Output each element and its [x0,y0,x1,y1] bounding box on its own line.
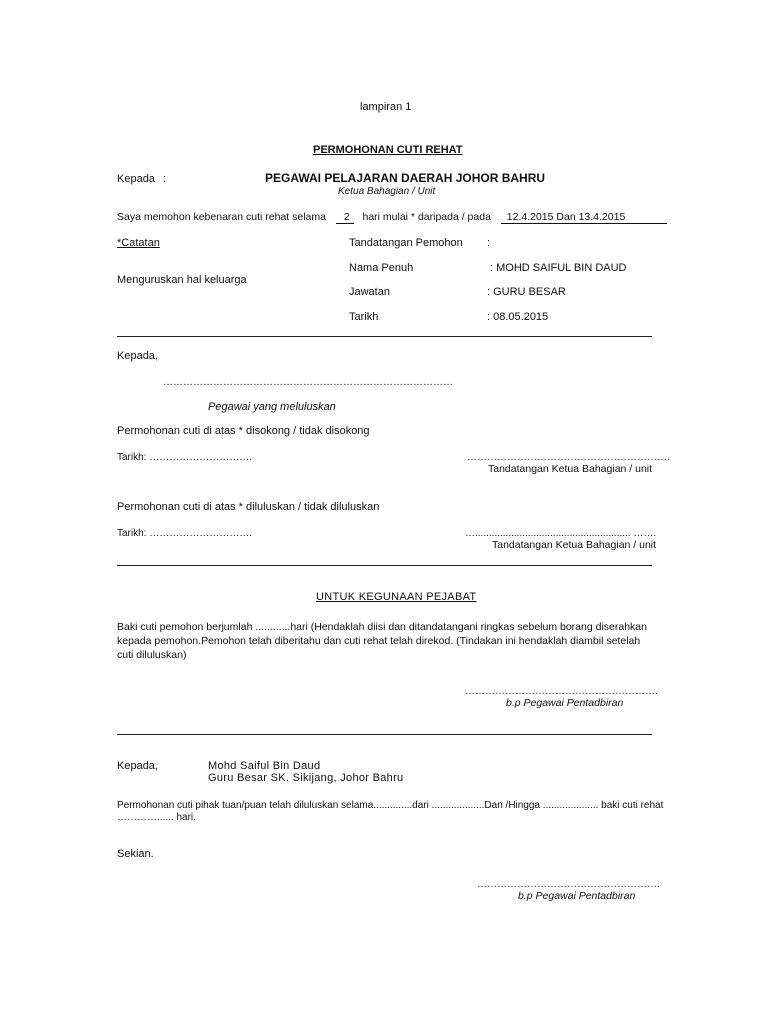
office-text: Baki cuti pemohon berjumlah ............hari (Hendaklah diisi dan ditandatangani ringkas sebelum borang diserahkan kepada pemohon.Pemohon telah diberitahu dan cuti rehat telah direkod. (Tindakan ini hendaklah diambil setelah cuti diluluskan) [117,621,647,661]
approval-kepada: Kepada, [117,350,158,362]
recipient-label: Kepada [117,173,155,185]
request-prefix: Saya memohon kebenaran cuti rehat selama [117,211,326,223]
date-label: Tarikh [349,311,379,323]
divider-1 [117,336,652,337]
office-signature-dots: …………………………………………………. [465,686,658,697]
position-value: : GURU BESAR [487,286,566,298]
recipient-subtitle: Ketua Bahagian / Unit [338,186,436,197]
reply-closing: Sekian. [117,848,154,860]
approver-label: Pegawai yang meluluskan [208,401,336,413]
request-middle: hari mulai * daripada / pada [362,211,491,223]
reply-signature-dots: ………………………………………………. [477,879,660,890]
date-value: : 08.05.2015 [487,311,549,323]
approve-signature-label: Tandatangan Ketua Bahagian / unit [492,539,657,551]
recipient-colon: : [163,173,167,185]
approve-text: Permohonan cuti di atas * diluluskan / tidak diluluskan [117,501,380,513]
recipient-name: PEGAWAI PELAJARAN DAERAH JOHOR BAHRU [265,171,546,185]
notes-reason: Menguruskan hal keluarga [117,274,247,286]
support-text: Permohonan cuti di atas * disokong / tidak disokong [117,425,370,437]
support-signature-dots: ……………………………………………………. [467,452,670,463]
name-value: : MOHD SAIFUL BIN DAUD [490,262,627,274]
notes-label: *Catatan [117,237,160,249]
reply-line-2: …………...... hari. [117,812,196,823]
name-label: Nama Penuh [349,262,414,274]
request-days: 2 [336,211,354,224]
approve-date: Tarikh: …………………………. [117,528,253,539]
support-date: Tarikh: …………………………. [117,452,253,463]
request-dates: 12.4.2015 Dan 13.4.2015 [501,211,668,224]
reply-line-1: Permohonan cuti pihak tuan/puan telah diluluskan selama..............dari ...................Dan /Hingga .................... baki cuti rehat [117,800,664,811]
form-title: PERMOHONAN CUTI REHAT [313,144,463,156]
signature-value: : [487,237,491,249]
reply-address: Guru Besar SK. Sikijang, Johor Bahru [208,772,404,784]
approver-dots: …………………………………………………………………………… [163,377,453,388]
reply-signature-label: b.p Pegawai Pentadbiran [518,890,636,902]
position-label: Jawatan [349,286,390,298]
support-signature-label: Tandatangan Ketua Bahagian / unit [488,463,653,475]
divider-3 [117,734,652,735]
office-signature-label: b.p Pegawai Pentadbiran [506,697,624,709]
reply-kepada: Kepada, [117,760,158,772]
attachment-label: lampiran 1 [360,101,412,113]
office-heading: UNTUK KEGUNAAN PEJABAT [316,591,477,603]
reply-name: Mohd Saiful Bin Daud [208,760,321,772]
request-line [117,211,667,224]
approve-signature-dots: …........................................................ ……. [465,528,657,539]
divider-2 [117,565,652,566]
signature-label: Tandatangan Pemohon [349,237,463,249]
